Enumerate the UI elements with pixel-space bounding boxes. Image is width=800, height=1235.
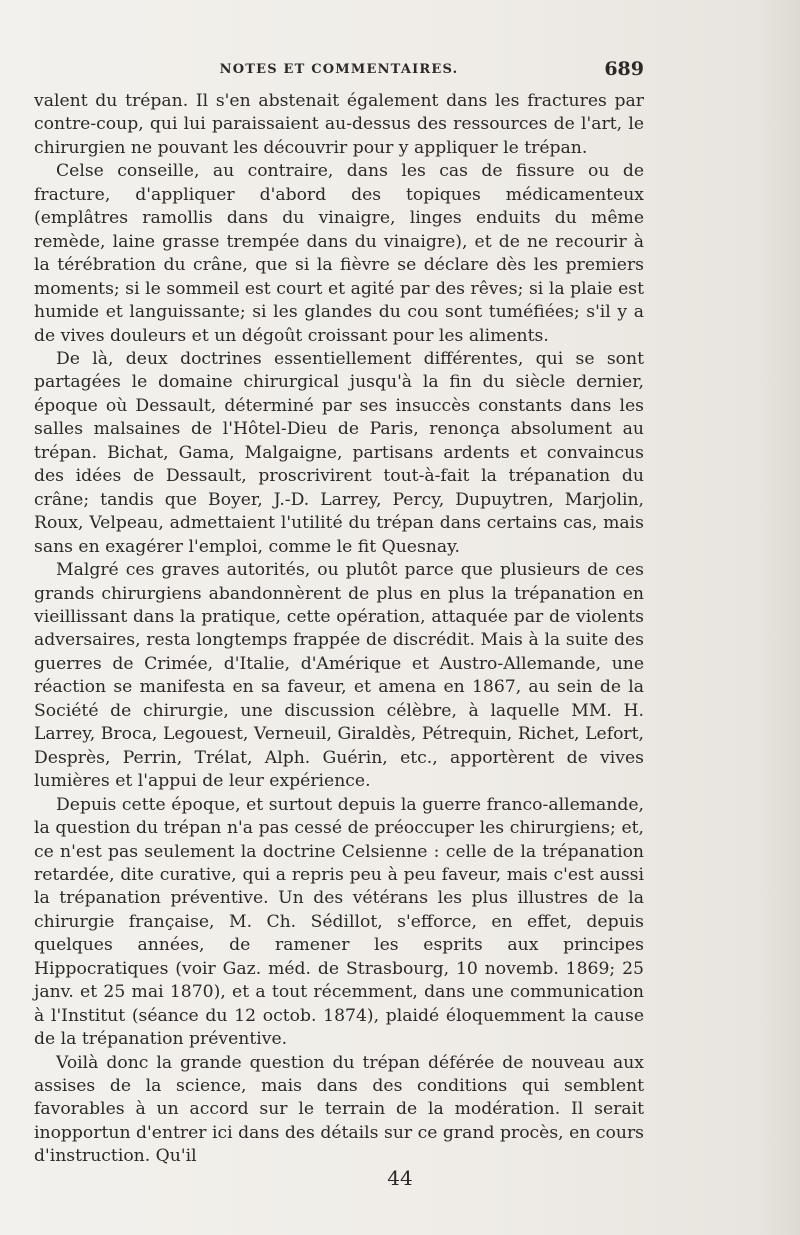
page-edge-shadow xyxy=(756,0,800,1235)
paragraph-6: Voilà donc la grande question du trépan déférée de nouveau aux assises de la science, mais dans des conditions qui semblent favorables à un accord sur le terrain de la modération. Il serait inopportun d'entrer ici dans des détails sur ce grand procès, en cours d'instruction. Qu'il xyxy=(34,1052,644,1167)
body-text xyxy=(34,90,644,1169)
paragraph-1: valent du trépan. Il s'en abstenait également dans les fractures par contre-coup, qui lui paraissaient au-dessus des ressources de l'art, le chirurgien ne pouvant les découvrir pour y appliquer le trépan. xyxy=(34,91,644,158)
page-header xyxy=(34,58,644,84)
paragraph-4: Malgré ces graves autorités, ou plutôt parce que plusieurs de ces grands chirurgiens abandonnèrent de plus en plus la trépanation en vieillissant dans la pratique, cette opération, attaquée par de violents adversaires, resta longtemps frappée de discrédit. Mais à la suite des guerres de Crimée, d'Italie, d'Amérique et Austro-Allemande, une réaction se manifesta en sa faveur, et amena en 1867, au sein de la Société de chirurgie, une discussion célèbre, à laquelle MM. H. Larrey, Broca, Legouest, Verneuil, Giraldès, Pétrequin, Richet, Lefort, Desprès, Perrin, Trélat, Alph. Guérin, etc., apportèrent de vives lumières et l'appui de leur expérience. xyxy=(34,560,644,792)
running-head: NOTES ET COMMENTAIRES. xyxy=(219,62,459,77)
paragraph-5: Depuis cette époque, et surtout depuis la guerre franco-allemande, la question du trépan n'a pas cessé de préoccuper les chirurgiens; et, ce n'est pas seulement la doctrine Celsienne : celle de la trépanation retardée, dite curative, qui a repris peu à peu faveur, mais c'est aussi la trépanation préventive. Un des vétérans les plus illustres de la chirurgie française, M. Ch. Sédillot, s'efforce, en effet, depuis quelques années, de ramener les esprits aux principes Hippocratiques (voir Gaz. méd. de Strasbourg, 10 novemb. 1869; 25 janv. et 25 mai 1870), et a tout récemment, dans une communication à l'Institut (séance du 12 octob. 1874), plaidé éloquemment la cause de la trépanation préventive. xyxy=(34,794,644,1050)
signature-mark: 44 xyxy=(387,1166,413,1190)
page-number: 689 xyxy=(604,58,644,80)
paragraph-3: De là, deux doctrines essentiellement différentes, qui se sont partagées le domaine chirurgical jusqu'à la fin du siècle dernier, époque où Dessault, déterminé par ses insuccès constants dans les salles malsaines de l'Hôtel-Dieu de Paris, renonça absolument au trépan. Bichat, Gama, Malgaigne, partisans ardents et convaincus des idées de Dessault, proscrivirent tout-à-fait la trépanation du crâne; tandis que Boyer, J.-D. Larrey, Percy, Dupuytren, Marjolin, Roux, Velpeau, admettaient l'utilité du trépan dans certains cas, mais sans en exagérer l'emploi, comme le fit Quesnay. xyxy=(34,348,644,557)
paragraph-2: Celse conseille, au contraire, dans les cas de fissure ou de fracture, d'appliquer d'abord des topiques médicamenteux (emplâtres ramollis dans du vinaigre, linges enduits du même remède, laine grasse trempée dans du vinaigre), et de ne recourir à la térébration du crâne, que si la fièvre se déclare dès les premiers moments; si le sommeil est court et agité par des rêves; si la plaie est humide et languissante; si les glandes du cou sont tuméfiées; s'il y a de vives douleurs et un dégoût croissant pour les aliments. xyxy=(34,161,644,346)
